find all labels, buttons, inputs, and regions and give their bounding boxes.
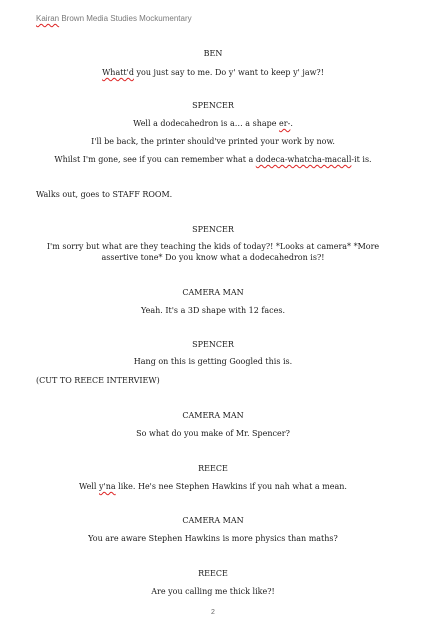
misspelled-word: Whatt'd [102, 68, 134, 77]
dialogue-line [0, 67, 426, 78]
dialogue-line: Yeah. It's a 3D shape with 12 faces. [141, 306, 285, 315]
dialogue-line: Hang on this is getting Googled this is. [133, 357, 293, 366]
dialogue-line [0, 154, 426, 165]
misspelled-word: dodeca-whatcha-macall [255, 155, 352, 164]
dialogue-line [0, 118, 426, 129]
page-header [36, 14, 192, 23]
character-name-reece: REECE [198, 569, 228, 578]
character-name-reece: REECE [198, 464, 228, 473]
dialogue-text: Well a dodecahedron is a… a shape [133, 119, 280, 128]
dialogue-line [0, 481, 426, 492]
dialogue-text: -it is. [351, 155, 372, 164]
misspelled-word: er- [279, 119, 291, 128]
dialogue-text: like. He's nee Stephen Hawkins if you nah what a mean. [115, 482, 347, 491]
header-first-name: Kairan [36, 14, 60, 23]
dialogue-line: So what do you make of Mr. Spencer? [136, 429, 290, 438]
page-number: 2 [211, 609, 215, 616]
stage-direction: (CUT TO REECE INTERVIEW) [36, 376, 160, 385]
dialogue-text: Whilst I'm gone, see if you can remember what a [54, 155, 256, 164]
dialogue-line: I'll be back, the printer should've printed your work by now. [91, 137, 335, 146]
character-name-camera-man: CAMERA MAN [182, 516, 244, 525]
dialogue-text: Well [79, 482, 99, 491]
character-name-spencer: SPENCER [192, 340, 234, 349]
header-title-rest: Brown Media Studies Mockumentary [59, 14, 192, 23]
dialogue-line: Are you calling me thick like?! [151, 587, 275, 596]
misspelled-word: y'na [99, 482, 116, 491]
dialogue-line: You are aware Stephen Hawkins is more physics than maths? [88, 534, 338, 543]
character-name-camera-man: CAMERA MAN [182, 411, 244, 420]
character-name-spencer: SPENCER [192, 101, 234, 110]
character-name-ben: BEN [203, 49, 223, 58]
character-name-camera-man: CAMERA MAN [182, 288, 244, 297]
dialogue-text: . [290, 119, 293, 128]
stage-direction: Walks out, goes to STAFF ROOM. [36, 190, 173, 199]
dialogue-line: I'm sorry but what are they teaching the kids of today?! *Looks at camera* *More assertive tone* Do you know what a dodecahedron is?! [46, 242, 380, 262]
character-name-spencer: SPENCER [192, 225, 234, 234]
dialogue-text: you just say to me. Do y' want to keep y' jaw?! [133, 68, 324, 77]
